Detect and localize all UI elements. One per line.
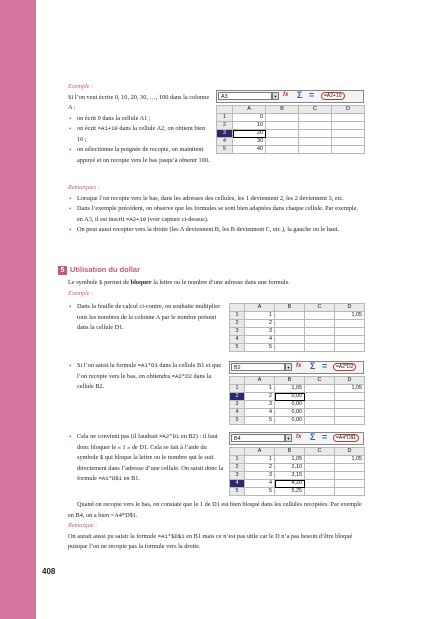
text-run: Le symbole — [68, 279, 100, 286]
row-header: 5 — [230, 488, 245, 496]
formula-input[interactable]: =A2+10 — [321, 92, 345, 100]
example1-bullet-2 — [68, 124, 210, 145]
row-header: 1 — [217, 114, 233, 122]
spreadsheet-2 — [229, 303, 364, 352]
text-run: Si l’on saisit la formule — [77, 362, 138, 369]
table-cell[interactable] — [266, 114, 299, 122]
dropdown-arrow-icon[interactable]: ▼ — [286, 365, 291, 370]
text-run: $ — [99, 454, 104, 461]
table-cell[interactable] — [305, 409, 335, 417]
row-header: 2 — [217, 122, 233, 130]
text-run: =A1*D1 — [137, 362, 158, 369]
table-cell[interactable]: 4 — [245, 480, 275, 488]
table-row — [230, 488, 365, 496]
table-cell[interactable] — [266, 130, 299, 138]
table-cell[interactable] — [230, 304, 245, 312]
side-color-band — [0, 0, 36, 619]
row-header: 4 — [230, 409, 245, 417]
table-cell[interactable] — [335, 344, 365, 352]
remark2-label: Remarque : — [68, 522, 98, 529]
table-cell[interactable] — [299, 138, 332, 146]
text-run: permet de — [102, 279, 131, 286]
text-run: on écrit 0 dans la cellule A1 ; — [77, 114, 151, 122]
table-cell[interactable] — [275, 328, 305, 336]
example1-bullet-1 — [68, 114, 210, 125]
table-cell[interactable] — [299, 114, 332, 122]
table-row — [230, 320, 365, 328]
table-row — [217, 122, 365, 130]
table-row — [230, 480, 365, 488]
text-run: Cela ne convient pas (il faudrait — [77, 433, 160, 440]
table-row — [217, 146, 365, 154]
formula-bar — [229, 432, 364, 445]
table-cell[interactable]: 3,15 — [275, 472, 305, 480]
table-cell[interactable]: 3 — [245, 472, 275, 480]
selected-cell[interactable]: 20 — [233, 130, 266, 138]
table-cell[interactable] — [299, 146, 332, 154]
table-cell[interactable] — [305, 417, 335, 425]
table-cell[interactable]: D — [332, 106, 365, 114]
table-cell[interactable] — [305, 336, 335, 344]
table-row — [230, 312, 365, 320]
table-cell[interactable] — [335, 393, 365, 401]
section-number-badge: 5 — [58, 266, 67, 275]
text-run: dans la cellule A2, on obtient bien 10 ; — [77, 125, 206, 143]
name-box[interactable]: A3 — [218, 92, 272, 100]
section5-intro — [68, 278, 364, 299]
remarks-label: Remarques : — [68, 184, 100, 191]
table-cell[interactable] — [305, 328, 335, 336]
table-cell[interactable] — [305, 464, 335, 472]
table-cell[interactable]: B — [266, 106, 299, 114]
table-cell[interactable] — [335, 336, 365, 344]
row-header: 2 — [230, 464, 245, 472]
table-cell[interactable] — [335, 409, 365, 417]
table-cell[interactable]: C — [299, 106, 332, 114]
text-run: dans la cellule B1 et que l’on recopie vers le bas, on obtiendra — [77, 362, 222, 380]
text-run: =A1*$D$1 — [157, 532, 185, 540]
text-run: en B1 mais ce n’est pas utile car le D n’a pas besoin d’être bloqué puisque l’on ne recopie pas la formule vers la droite. — [68, 532, 353, 550]
formula-bar — [216, 90, 364, 103]
text-run: (voir capture ci-dessus). — [146, 215, 209, 223]
table-cell[interactable] — [335, 488, 365, 496]
table-cell[interactable] — [332, 146, 365, 154]
table-cell[interactable]: 3 — [245, 328, 275, 336]
section5-bullet-3 — [68, 432, 224, 485]
table-cell[interactable]: 1 — [245, 312, 275, 320]
text-run: dans la cellule B2. — [77, 372, 212, 390]
example1-intro: Si l’on veut écrire 0, 10, 20, 30, …, 100 dans la colonne A : — [68, 93, 210, 111]
table-row — [230, 336, 365, 344]
text-run: qui bloque la lettre ou le nombre qui le suit directement dans l’adresse d’une cellule. On saisit donc la formule — [77, 454, 224, 482]
remark-1 — [68, 194, 364, 205]
row-header: 2 — [230, 393, 245, 401]
table-cell[interactable]: A — [245, 377, 275, 385]
table-cell[interactable]: 2,10 — [275, 464, 305, 472]
function-wizard-icon[interactable]: fx — [296, 434, 302, 440]
row-header: 2 — [230, 320, 245, 328]
table-cell[interactable] — [332, 122, 365, 130]
sum-icon[interactable]: Σ — [310, 361, 316, 371]
sheet-grid — [229, 447, 365, 496]
table-cell[interactable]: 5,25 — [275, 488, 305, 496]
row-header: 3 — [230, 472, 245, 480]
table-cell[interactable] — [335, 320, 365, 328]
remark2-paragraph — [68, 532, 364, 553]
table-cell[interactable]: 3 — [245, 401, 275, 409]
equals-icon[interactable]: = — [322, 361, 328, 371]
row-header: 5 — [217, 146, 233, 154]
table-cell[interactable] — [305, 320, 335, 328]
section5-bullet-1 — [68, 302, 224, 334]
text-run: on sélectionne la poignée de recopie, on maintient appuyé et on recopie vers le bas jusqu’à obtenir 100. — [77, 146, 210, 164]
table-cell[interactable] — [275, 312, 305, 320]
table-cell[interactable] — [305, 312, 335, 320]
table-cell[interactable]: 0,00 — [275, 401, 305, 409]
section5-bullet-2 — [68, 361, 224, 393]
row-header: 3 — [230, 328, 245, 336]
row-header: 5 — [230, 344, 245, 352]
table-cell[interactable]: 5 — [245, 417, 275, 425]
table-cell[interactable]: 5 — [245, 344, 275, 352]
table-cell[interactable]: 2 — [245, 393, 275, 401]
table-cell[interactable] — [332, 114, 365, 122]
table-cell[interactable]: D — [335, 377, 365, 385]
text-run: =A1*D$1 — [98, 475, 123, 482]
table-cell[interactable]: B — [275, 448, 305, 456]
row-header: 3 — [230, 401, 245, 409]
row-header: 5 — [230, 417, 245, 425]
sheet-grid — [229, 303, 365, 352]
table-cell[interactable]: 4 — [245, 336, 275, 344]
table-cell[interactable] — [305, 393, 335, 401]
table-cell[interactable] — [305, 472, 335, 480]
table-cell[interactable] — [332, 138, 365, 146]
function-wizard-icon[interactable]: fx — [283, 92, 289, 98]
table-cell[interactable]: C — [305, 448, 335, 456]
text-run: Dans la feuille de calcul ci-contre, on souhaite multiplier tous les nombres de la colonne A par le nombre présent dans la cellule D1. — [77, 303, 221, 331]
table-row — [230, 328, 365, 336]
table-cell[interactable] — [230, 377, 245, 385]
row-header: 1 — [230, 456, 245, 464]
table-cell[interactable] — [305, 344, 335, 352]
table-cell[interactable] — [217, 106, 233, 114]
spreadsheet-4 — [229, 432, 364, 496]
column-header-row — [230, 377, 365, 385]
table-cell[interactable] — [299, 122, 332, 130]
table-row — [230, 393, 365, 401]
table-row — [217, 130, 365, 138]
table-row — [230, 409, 365, 417]
text-run: la lettre ou le nombre d’une adresse dans une formule. — [151, 279, 290, 286]
table-cell[interactable]: 2 — [245, 464, 275, 472]
table-cell[interactable]: 10 — [233, 122, 266, 130]
text-run: $ — [99, 279, 103, 286]
section5-conclusion — [68, 500, 364, 553]
table-cell[interactable] — [266, 122, 299, 130]
table-cell[interactable] — [275, 344, 305, 352]
table-row — [217, 138, 365, 146]
text-run: =A1+10 — [97, 125, 118, 132]
table-cell[interactable]: 2 — [245, 320, 275, 328]
table-row — [217, 114, 365, 122]
table-cell[interactable]: A — [233, 106, 266, 114]
table-cell[interactable]: 1 — [245, 456, 275, 464]
table-cell[interactable]: 1,05 — [335, 312, 365, 320]
formula-bar — [229, 361, 364, 374]
text-run: on écrit — [77, 125, 98, 132]
formula-input[interactable]: =A4*D$1 — [333, 434, 359, 442]
text-run: en B2) : il faut donc bloquer le « 1 » de D1. Cela se fait à l’aide du symbole — [77, 433, 218, 461]
example1-block — [68, 82, 210, 166]
row-header: 1 — [230, 312, 245, 320]
table-cell[interactable]: 0,00 — [275, 417, 305, 425]
remarks-block — [68, 183, 364, 236]
table-row — [230, 401, 365, 409]
table-cell[interactable]: A — [245, 304, 275, 312]
example1-list — [68, 114, 210, 167]
text-run: On peut aussi recopier vers la droite (les A deviennent B, les B deviennent C, etc.), la gauche ou le haut. — [77, 226, 340, 233]
table-cell[interactable]: 0 — [233, 114, 266, 122]
function-wizard-icon[interactable]: fx — [296, 363, 302, 369]
equals-icon[interactable]: = — [322, 432, 328, 442]
table-cell[interactable] — [275, 336, 305, 344]
table-cell[interactable]: 1 — [245, 385, 275, 393]
table-cell[interactable] — [335, 401, 365, 409]
table-row — [230, 344, 365, 352]
remarks-list — [68, 194, 364, 236]
table-row — [230, 464, 365, 472]
text-run: bloquer — [130, 279, 152, 286]
text-run: =A2*D2 — [171, 372, 192, 380]
table-cell[interactable]: A — [245, 448, 275, 456]
text-run: On aurait aussi pu saisir la formule — [68, 532, 158, 540]
table-cell[interactable]: B — [275, 304, 305, 312]
row-header: 4 — [217, 138, 233, 146]
table-cell[interactable] — [230, 448, 245, 456]
conclusion-paragraph: Quand on recopie vers le bas, on constate que le 1 de D1 est bien bloqué dans les cellules recopiées. Par exemple en B4, on a bien =A4*D$1. — [68, 501, 362, 519]
table-cell[interactable] — [335, 328, 365, 336]
table-cell[interactable]: 1,05 — [335, 385, 365, 393]
table-cell[interactable]: 1,05 — [275, 385, 305, 393]
example2-label: Exemple : — [68, 289, 94, 297]
formula-input[interactable]: =A2*D2 — [333, 363, 356, 371]
table-cell[interactable] — [305, 401, 335, 409]
table-cell[interactable]: 1,05 — [275, 456, 305, 464]
table-cell[interactable]: 4 — [245, 409, 275, 417]
table-row — [230, 385, 365, 393]
table-cell[interactable] — [335, 417, 365, 425]
table-cell[interactable] — [335, 472, 365, 480]
equals-icon[interactable]: = — [309, 90, 315, 100]
table-cell[interactable]: D — [335, 448, 365, 456]
spreadsheet-1 — [216, 90, 364, 154]
table-cell[interactable] — [335, 480, 365, 488]
table-cell[interactable] — [266, 146, 299, 154]
sum-icon[interactable]: Σ — [297, 90, 303, 100]
dropdown-arrow-icon[interactable]: ▼ — [273, 94, 278, 99]
table-row — [230, 472, 365, 480]
sheet-grid — [229, 376, 365, 425]
selected-cell[interactable]: 4,20 — [275, 480, 305, 488]
table-cell[interactable]: 40 — [233, 146, 266, 154]
remark-2 — [68, 204, 364, 225]
table-cell[interactable] — [275, 320, 305, 328]
table-cell[interactable] — [305, 456, 335, 464]
table-cell[interactable] — [305, 480, 335, 488]
table-cell[interactable]: 30 — [233, 138, 266, 146]
text-run: =A2*D1 — [159, 433, 180, 440]
selected-cell[interactable]: 0,00 — [275, 393, 305, 401]
column-header-row — [230, 304, 365, 312]
table-cell[interactable]: D — [335, 304, 365, 312]
table-cell[interactable] — [299, 130, 332, 138]
row-header: 4 — [230, 336, 245, 344]
row-header: 1 — [230, 385, 245, 393]
table-cell[interactable]: 1,05 — [335, 456, 365, 464]
sum-icon[interactable]: Σ — [310, 432, 316, 442]
table-cell[interactable]: B — [275, 377, 305, 385]
table-cell[interactable] — [266, 138, 299, 146]
table-cell[interactable] — [332, 130, 365, 138]
column-header-row — [230, 448, 365, 456]
example1-label: Exemple : — [68, 83, 94, 90]
table-cell[interactable]: C — [305, 377, 335, 385]
remark-3 — [68, 225, 364, 236]
text-run: Dans l’exemple précédent, on observe que les formules se sont bien adaptées dans chaque cellule. Par exemple, en A3, il est inscrit — [77, 205, 358, 223]
dropdown-arrow-icon[interactable]: ▼ — [286, 436, 291, 441]
spreadsheet-3 — [229, 361, 364, 425]
column-header-row — [217, 106, 365, 114]
table-cell[interactable]: 0,00 — [275, 409, 305, 417]
example1-bullet-3 — [68, 145, 210, 166]
text-run: en B1. — [122, 475, 141, 482]
table-cell[interactable] — [305, 385, 335, 393]
table-row — [230, 456, 365, 464]
text-run: =A2+10 — [125, 215, 147, 223]
table-cell[interactable]: 5 — [245, 488, 275, 496]
row-header: 3 — [217, 130, 233, 138]
table-row — [230, 417, 365, 425]
table-cell[interactable] — [305, 488, 335, 496]
table-cell[interactable]: C — [305, 304, 335, 312]
sheet-grid — [216, 105, 365, 154]
name-box[interactable]: B4 — [231, 434, 285, 442]
row-header: 4 — [230, 480, 245, 488]
table-cell[interactable] — [335, 464, 365, 472]
text-run: Lorsque l’on recopie vers le bas, dans les adresses des cellules, les 1 deviennent 2, les 2 deviennent 3, etc. — [77, 194, 344, 202]
name-box[interactable]: B2 — [231, 363, 285, 371]
page-number: 408 — [42, 567, 56, 576]
section-title: Utilisation du dollar — [70, 265, 141, 274]
